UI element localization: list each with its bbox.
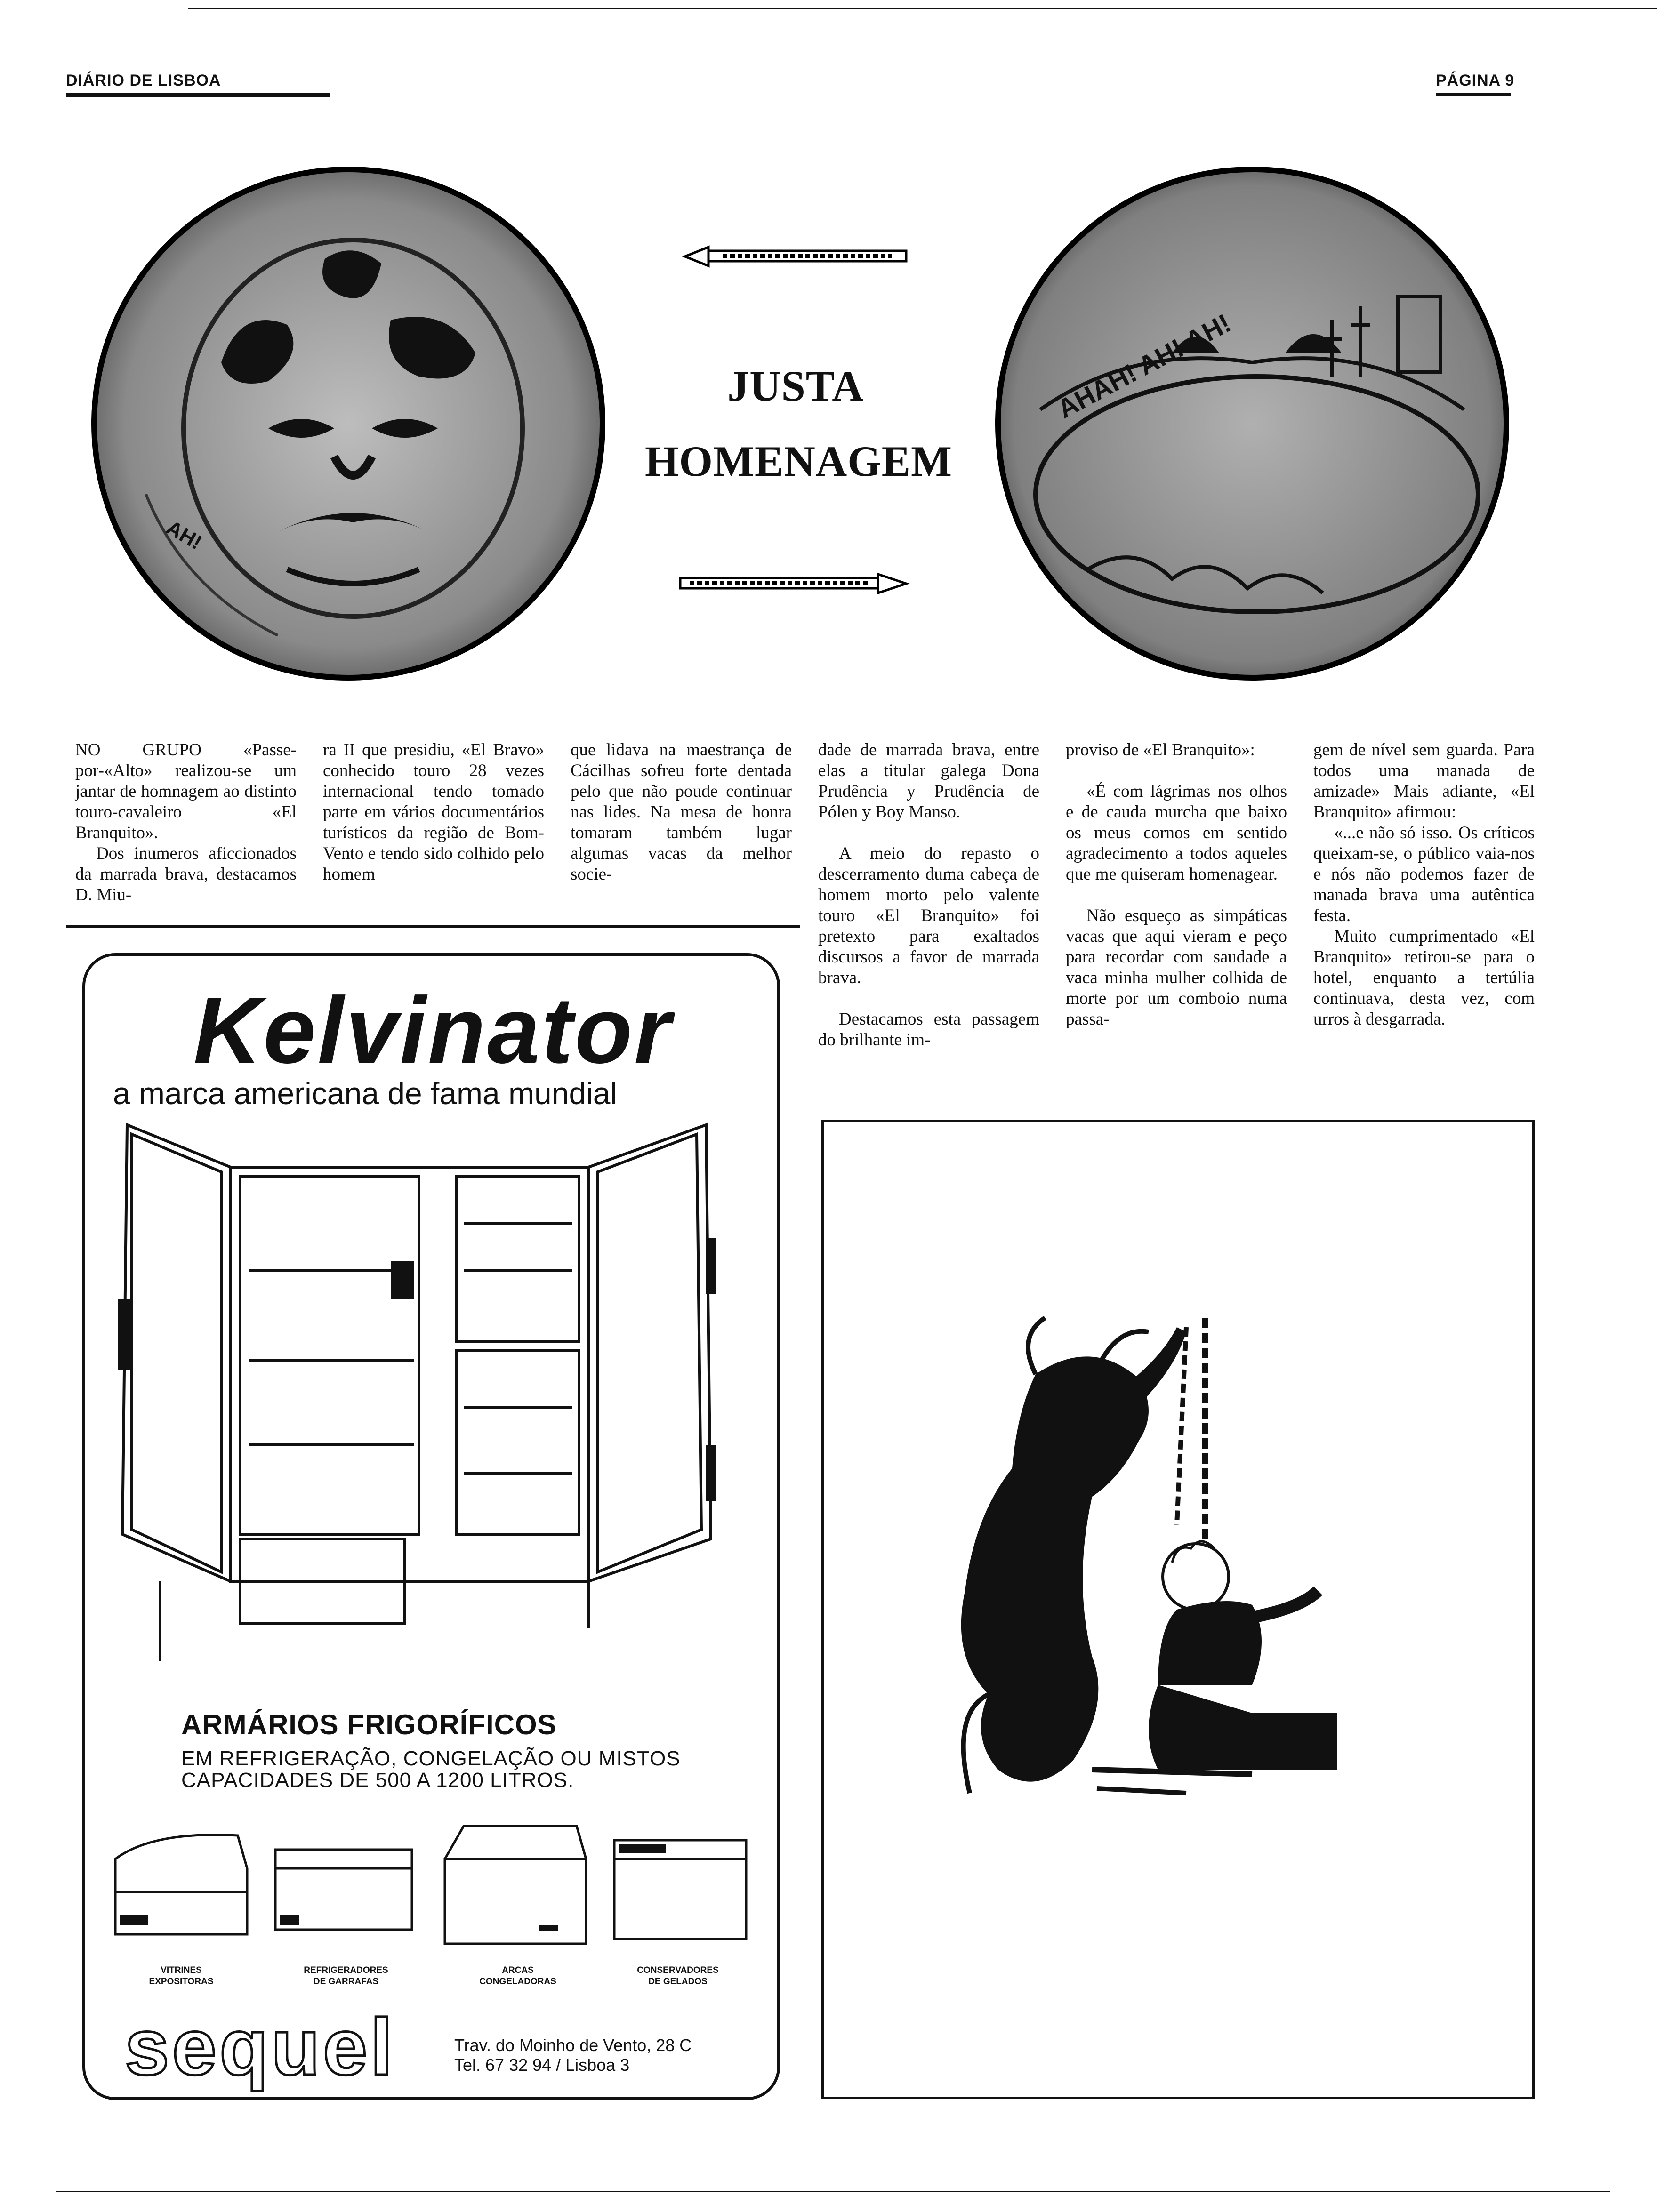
bull-and-man-illustration bbox=[894, 1299, 1412, 1864]
product-caption-line: CONSERVADORES bbox=[637, 1965, 719, 1975]
column-divider-rule bbox=[66, 925, 800, 928]
article-column-6 bbox=[1313, 740, 1535, 1030]
product-caption-line: DE GELADOS bbox=[648, 1977, 708, 1987]
header-underline-left bbox=[66, 93, 330, 97]
ad-tagline: a marca americana de fama mundial bbox=[113, 1076, 618, 1111]
article-paragraph: Não esqueço as simpáticas vacas que aqui vieram e peço para recordar com saudade a vaca minha mulher colhida de morte por um comboio numa passa- bbox=[1066, 906, 1287, 1029]
ad-brand-kelvinator: Kelvinator bbox=[193, 978, 673, 1083]
article-paragraph: A meio do repasto o descerramento duma cabeça de homem morto pelo valente touro «El Branquito» foi pretexto para exaltados discursos a favor de marrada brava. bbox=[818, 844, 1039, 987]
header-underline-right bbox=[1436, 93, 1511, 96]
article-paragraph: Dos inumeros aficcionados da marrada brava, destacamos D. Miu- bbox=[75, 844, 297, 905]
product-caption-arcas bbox=[447, 1965, 588, 1988]
article-paragraph: Muito cumprimentado «El Branquito» retirou-se para o hotel, enquanto a tertúlia continuava, desta vez, com urros à desgarrada. bbox=[1313, 927, 1535, 1029]
bottom-border bbox=[56, 2191, 1610, 2192]
article-column-2 bbox=[323, 740, 544, 885]
circle-right-text: AHAH! AH! AH! bbox=[1053, 308, 1236, 424]
product-caption-line: CONGELADORAS bbox=[479, 1977, 556, 1987]
product-caption-vitrines bbox=[111, 1965, 252, 1988]
article-paragraph: que lidava na maestrança de Cácilhas sofreu forte dentada pelo que não poude continuar nas lides. Na mesa de honra tomaram também lugar algumas vacas da melhor socie- bbox=[571, 740, 792, 884]
article-column-5 bbox=[1066, 740, 1287, 1030]
product-caption-line: REFRIGERADORES bbox=[304, 1965, 388, 1975]
product-caption-line: DE GARRAFAS bbox=[313, 1977, 379, 1987]
article-paragraph: «...e não só isso. Os críticos queixam-se, o público vaia-nos e nós não podemos fazer de manada brava uma autêntica festa. bbox=[1313, 823, 1535, 925]
dealer-logo-sequel: sequel bbox=[125, 2003, 395, 2092]
article-column-1 bbox=[75, 740, 297, 906]
headline-line1: JUSTA bbox=[727, 362, 864, 410]
refrigerator-cabinet-illustration bbox=[113, 1115, 753, 1666]
article-paragraph: proviso de «El Branquito»: bbox=[1066, 740, 1255, 760]
decorative-bull-horn-bottom bbox=[676, 569, 911, 598]
headline-line2: HOMENAGEM bbox=[645, 437, 952, 485]
product-caption-line: EXPOSITORAS bbox=[149, 1977, 214, 1987]
product-caption-line: ARCAS bbox=[502, 1965, 534, 1975]
article-paragraph: dade de marrada brava, entre elas a titular galega Dona Prudência y Prudência de Pólen y Boy Manso. bbox=[818, 740, 1039, 822]
article-column-4 bbox=[818, 740, 1039, 1050]
article-column-3 bbox=[571, 740, 792, 885]
article-paragraph: gem de nível sem guarda. Para todos uma manada de amizade» Mais adiante, «El Branquito» afirmou: bbox=[1313, 740, 1535, 822]
decorative-bull-horn-top bbox=[680, 242, 911, 271]
bullring-crowd-circle bbox=[993, 165, 1511, 682]
article-paragraph: «É com lágrimas nos olhos e de cauda murcha que baixo os meus cornos em sentido agradecimento a todos aqueles que me quiseram homenagear. bbox=[1066, 782, 1287, 884]
dealer-address-line2: Tel. 67 32 94 / Lisboa 3 bbox=[454, 2055, 630, 2075]
circle-left-text: AH! bbox=[162, 516, 206, 554]
ad-product-title: ARMÁRIOS FRIGORÍFICOS bbox=[181, 1709, 557, 1740]
article-paragraph: ra II que presidiu, «El Bravo» conhecido touro 28 vezes internacional tendo tomado parte em vários documentários turísticos da região de Bom-Vento e tendo sido colhido pelo homem bbox=[323, 740, 544, 884]
ad-product-line2: CAPACIDADES DE 500 A 1200 LITROS. bbox=[181, 1769, 574, 1792]
article-paragraph: NO GRUPO «Passe-por-«Alto» realizou-se um jantar de homnagem ao distinto touro-cavaleiro «El Branquito». bbox=[75, 740, 297, 842]
page-number: PÁGINA 9 bbox=[1436, 72, 1515, 89]
top-border bbox=[188, 8, 1657, 9]
caricature-face-circle bbox=[89, 165, 607, 682]
newspaper-name: DIÁRIO DE LISBOA bbox=[66, 72, 221, 89]
ad-product-line1: EM REFRIGERAÇÃO, CONGELAÇÃO OU MISTOS bbox=[181, 1747, 681, 1770]
article-paragraph: Destacamos esta passagem do brilhante im- bbox=[818, 1010, 1039, 1050]
product-thumbnails bbox=[106, 1821, 760, 1963]
product-caption-line: VITRINES bbox=[161, 1965, 202, 1975]
product-caption-refrigeradores bbox=[275, 1965, 417, 1988]
product-caption-conservadores bbox=[607, 1965, 748, 1988]
dealer-address-line1: Trav. do Moinho de Vento, 28 C bbox=[454, 2036, 692, 2055]
